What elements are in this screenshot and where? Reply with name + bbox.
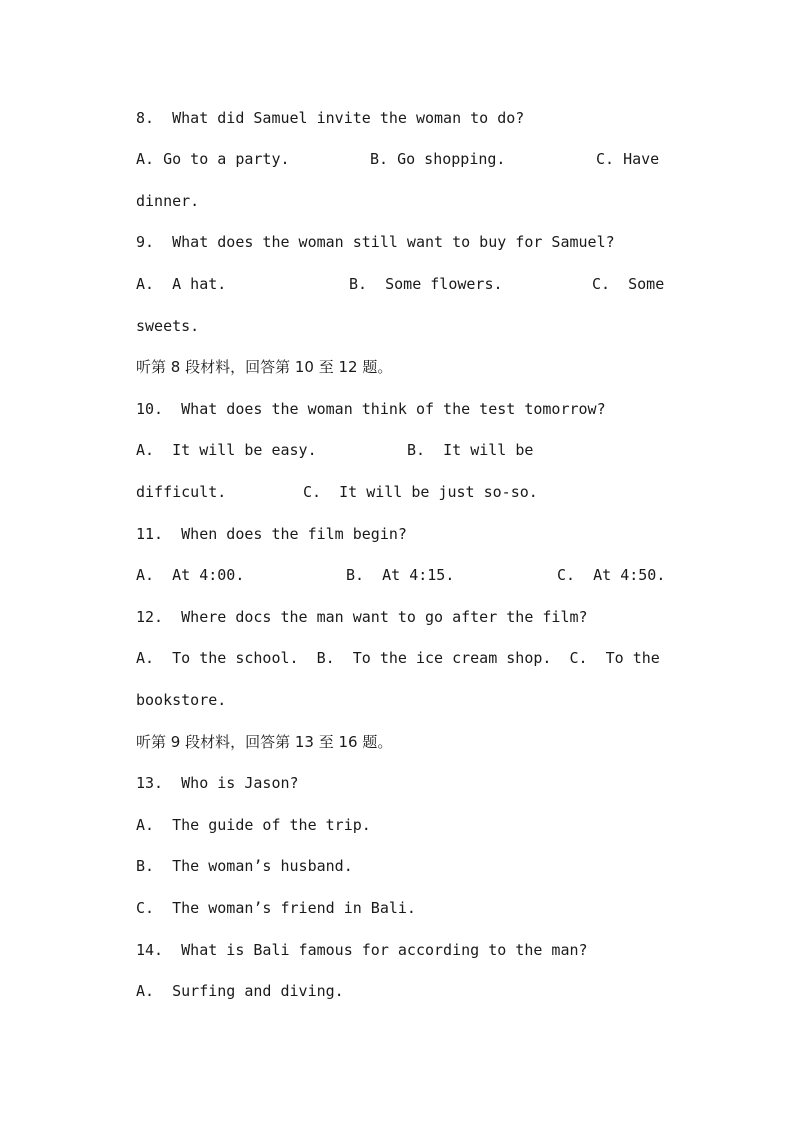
option-a: A. Go to a party. [136,150,290,168]
question-10-options-row-2 [136,480,658,504]
question-10: 10. What does the woman think of the test tomorrow? [136,400,606,418]
question-13: 13. Who is Jason? [136,774,299,792]
question-13-option-c: C. The woman’s friend in Bali. [136,899,416,917]
question-13-option-a: A. The guide of the trip. [136,816,371,834]
question-13-option-b: B. The woman’s husband. [136,857,353,875]
option-a: A. At 4:00. [136,566,245,584]
option-c-continued: sweets. [136,317,200,335]
question-11-options [136,563,666,587]
section-heading-9: 听第 9 段材料，回答第 13 至 16 题。 [136,733,393,751]
option-c: C. Some [592,275,665,293]
option-b: B. At 4:15. [346,566,455,584]
option-c: C. It will be just so-so. [303,483,538,501]
option-b: B. Go shopping. [370,150,506,168]
option-c: C. Have [596,150,660,168]
option-c-continued: dinner. [136,192,200,210]
section-heading-8: 听第 8 段材料，回答第 10 至 12 题。 [136,358,393,376]
question-11: 11. When does the film begin? [136,525,407,543]
question-9: 9. What does the woman still want to buy for Samuel? [136,233,615,251]
question-12: 12. Where docs the man want to go after the film? [136,608,588,626]
option-c: C. At 4:50. [557,566,666,584]
question-9-options [136,272,665,296]
question-10-options-row-1 [136,438,658,462]
question-8: 8. What did Samuel invite the woman to do? [136,109,525,127]
option-c-continued: bookstore. [136,691,227,709]
option-b: B. Some flowers. [349,275,503,293]
option-b-continued: difficult. [136,483,227,501]
option-b: B. It will be [407,441,534,459]
option-a: A. A hat. [136,275,227,293]
option-a: A. It will be easy. [136,441,317,459]
question-8-options [136,147,658,171]
question-14-option-a: A. Surfing and diving. [136,982,344,1000]
question-12-options: A. To the school. B. To the ice cream shop. C. To the [136,649,660,667]
question-14: 14. What is Bali famous for according to the man? [136,941,588,959]
